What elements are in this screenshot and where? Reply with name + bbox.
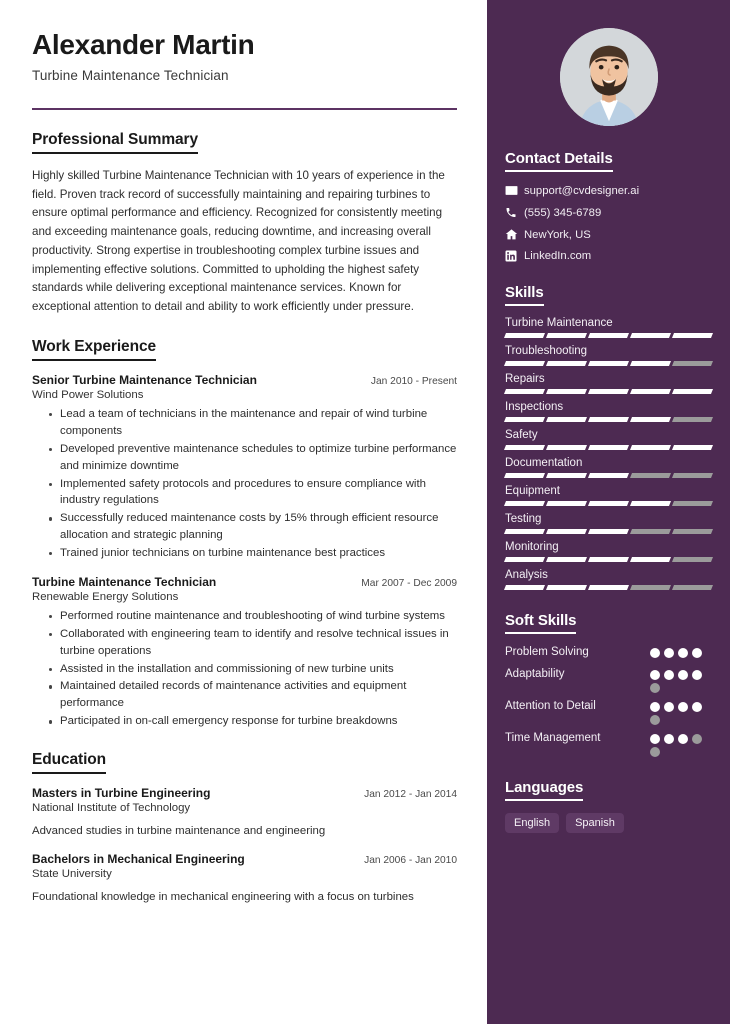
education-school: National Institute of Technology xyxy=(32,802,191,815)
skill-level-bar xyxy=(505,417,712,422)
phone-icon xyxy=(505,206,524,219)
skill-level-bar xyxy=(505,445,712,450)
education-date-range: Jan 2012 - Jan 2014 xyxy=(364,789,457,801)
soft-skill-dots xyxy=(650,731,712,757)
education-header-row xyxy=(32,786,457,800)
skill-label: Repairs xyxy=(505,373,545,385)
skill-bar-segment xyxy=(588,557,629,562)
experience-bullet: Assisted in the installation and commissioning of new turbine units xyxy=(49,661,457,678)
experience-bullet: Lead a team of technicians in the maintenance and repair of wind turbine components xyxy=(49,406,457,440)
experience-header-row xyxy=(32,575,457,589)
contact-list xyxy=(505,184,712,262)
soft-skill-dot xyxy=(650,715,660,725)
skill-bar-segment xyxy=(630,585,671,590)
skill-item xyxy=(505,485,712,506)
experience-date-range: Jan 2010 - Present xyxy=(370,376,457,388)
skill-item xyxy=(505,317,712,338)
skill-label: Documentation xyxy=(505,457,583,469)
skill-bar-segment xyxy=(672,557,713,562)
education-school: State University xyxy=(32,867,112,880)
soft-skill-item xyxy=(505,731,712,757)
section-heading-soft-skills: Soft Skills xyxy=(505,612,576,634)
summary-text: Highly skilled Turbine Maintenance Technician with 10 years of experience in the field. Proven track record of successfully maintaining and repairing turbines to ensure optimal performance and efficiency. Recognized for consistently meeting and exceeding maintenance goals, reducing downtime, and increasing overall productivity. Strong expertise in troubleshooting complex turbine issues and implementing effective solutions. Committed to upholding the highest safety standards while delivering exceptional maintenance services. Known for exceptional attention to detail and ability to work efficiently under pressure. xyxy=(32,168,445,314)
soft-skill-label: Time Management xyxy=(505,731,601,744)
skill-bar-segment xyxy=(588,445,629,450)
section-heading-languages: Languages xyxy=(505,779,583,801)
contact-row[interactable] xyxy=(505,206,712,219)
skill-bar-segment xyxy=(504,529,545,534)
skill-label: Equipment xyxy=(505,485,560,497)
skill-bar-segment xyxy=(672,501,713,506)
skill-level-bar xyxy=(505,501,712,506)
education-date-range: Jan 2006 - Jan 2010 xyxy=(364,854,457,866)
soft-skill-dot xyxy=(678,670,688,680)
skill-item xyxy=(505,569,712,590)
section-soft-skills xyxy=(505,612,712,757)
language-chip: Spanish xyxy=(566,813,624,833)
section-education xyxy=(32,751,457,905)
soft-skills-list xyxy=(505,645,712,757)
skill-bar-segment xyxy=(504,445,545,450)
experience-bullet-list xyxy=(32,608,457,730)
header-divider xyxy=(32,108,457,110)
soft-skill-dot xyxy=(650,670,660,680)
experience-list xyxy=(32,373,457,730)
skill-label: Testing xyxy=(505,513,542,525)
skill-bar-segment xyxy=(672,417,713,422)
skill-bar-segment xyxy=(630,389,671,394)
education-item xyxy=(32,852,457,906)
skill-bar-segment xyxy=(546,361,587,366)
skill-bar-segment xyxy=(588,473,629,478)
skill-item xyxy=(505,345,712,366)
section-heading-education: Education xyxy=(32,751,106,774)
skill-bar-segment xyxy=(588,333,629,338)
skill-bar-segment xyxy=(546,473,587,478)
skill-label: Analysis xyxy=(505,569,548,581)
soft-skill-dot xyxy=(692,702,702,712)
contact-row[interactable] xyxy=(505,228,712,241)
contact-value: NewYork, US xyxy=(524,228,591,241)
soft-skill-dot xyxy=(650,747,660,757)
page-title: Alexander Martin xyxy=(32,29,255,60)
skill-bar-segment xyxy=(672,361,713,366)
soft-skill-dots xyxy=(650,645,712,658)
skill-bar-segment xyxy=(672,585,713,590)
skill-label: Turbine Maintenance xyxy=(505,317,613,329)
skill-bar-segment xyxy=(504,585,545,590)
skill-bar-segment xyxy=(546,417,587,422)
section-languages xyxy=(505,779,712,833)
skill-bar-segment xyxy=(546,445,587,450)
avatar xyxy=(560,28,658,126)
skill-bar-segment xyxy=(546,389,587,394)
skill-bar-segment xyxy=(546,585,587,590)
job-title: Turbine Maintenance Technician xyxy=(32,67,229,83)
skill-bar-segment xyxy=(630,473,671,478)
contact-value: LinkedIn.com xyxy=(524,250,592,262)
skill-bar-segment xyxy=(672,333,713,338)
skill-bar-segment xyxy=(546,333,587,338)
soft-skill-label: Attention to Detail xyxy=(505,699,596,712)
skill-bar-segment xyxy=(588,501,629,506)
skill-bar-segment xyxy=(672,389,713,394)
linkedin-icon xyxy=(505,250,524,262)
experience-bullet: Performed routine maintenance and troubleshooting of wind turbine systems xyxy=(49,608,457,625)
skill-item xyxy=(505,373,712,394)
soft-skill-dot xyxy=(650,734,660,744)
experience-company: Wind Power Solutions xyxy=(32,389,144,402)
experience-bullet: Successfully reduced maintenance costs by 15% through efficient resource allocation and strategic planning xyxy=(49,510,457,544)
skill-bar-segment xyxy=(504,389,545,394)
soft-skill-label: Adaptability xyxy=(505,667,565,680)
section-work-experience xyxy=(32,338,457,730)
avatar-wrapper xyxy=(505,0,712,126)
experience-bullet: Implemented safety protocols and procedures to ensure compliance with industry regulations xyxy=(49,476,457,510)
skill-level-bar xyxy=(505,585,712,590)
skill-level-bar xyxy=(505,361,712,366)
experience-bullet: Maintained detailed records of maintenance activities and equipment performance xyxy=(49,678,457,712)
avatar-photo-icon xyxy=(560,28,658,126)
skill-level-bar xyxy=(505,389,712,394)
skill-bar-segment xyxy=(546,557,587,562)
envelope-icon xyxy=(505,184,524,197)
education-list xyxy=(32,786,457,905)
soft-skill-dot xyxy=(664,702,674,712)
soft-skill-dot xyxy=(664,734,674,744)
skill-item xyxy=(505,401,712,422)
soft-skill-dot xyxy=(650,702,660,712)
section-skills xyxy=(505,284,712,590)
skill-label: Troubleshooting xyxy=(505,345,588,357)
skill-bar-segment xyxy=(672,473,713,478)
skill-label: Safety xyxy=(505,429,538,441)
skill-bar-segment xyxy=(630,501,671,506)
experience-bullet: Trained junior technicians on turbine maintenance best practices xyxy=(49,545,457,562)
experience-header-row xyxy=(32,373,457,387)
soft-skill-dot xyxy=(678,702,688,712)
education-header-row xyxy=(32,852,457,866)
experience-date-range: Mar 2007 - Dec 2009 xyxy=(361,577,457,589)
skill-level-bar xyxy=(505,557,712,562)
soft-skill-dot xyxy=(678,648,688,658)
skill-bar-segment xyxy=(504,361,545,366)
skill-bar-segment xyxy=(588,585,629,590)
soft-skill-item xyxy=(505,645,712,661)
skill-bar-segment xyxy=(588,389,629,394)
contact-row[interactable] xyxy=(505,184,712,197)
section-heading-contact: Contact Details xyxy=(505,150,613,172)
soft-skill-item xyxy=(505,667,712,693)
education-item xyxy=(32,786,457,840)
skill-bar-segment xyxy=(504,473,545,478)
language-chip: English xyxy=(505,813,559,833)
soft-skill-dot xyxy=(650,683,660,693)
skill-level-bar xyxy=(505,473,712,478)
experience-job-title: Turbine Maintenance Technician xyxy=(32,574,217,589)
soft-skill-dot xyxy=(692,734,702,744)
skill-label: Inspections xyxy=(505,401,564,413)
experience-bullet: Participated in on-call emergency response for turbine breakdowns xyxy=(49,713,457,730)
skill-bar-segment xyxy=(672,445,713,450)
sidebar xyxy=(487,0,730,1024)
skill-bar-segment xyxy=(588,529,629,534)
contact-value: support@cvdesigner.ai xyxy=(524,184,640,197)
soft-skill-dot xyxy=(678,734,688,744)
skill-bar-segment xyxy=(630,445,671,450)
section-heading-summary: Professional Summary xyxy=(32,131,198,154)
skills-list xyxy=(505,317,712,590)
experience-item xyxy=(32,575,457,730)
education-description: Foundational knowledge in mechanical engineering with a focus on turbines xyxy=(32,890,414,903)
experience-job-title: Senior Turbine Maintenance Technician xyxy=(32,373,257,388)
soft-skill-item xyxy=(505,699,712,725)
experience-company: Renewable Energy Solutions xyxy=(32,590,179,603)
section-heading-skills: Skills xyxy=(505,284,544,306)
section-professional-summary xyxy=(32,131,457,317)
skill-bar-segment xyxy=(588,361,629,366)
experience-bullet-list xyxy=(32,406,457,562)
experience-item xyxy=(32,373,457,562)
skill-item xyxy=(505,429,712,450)
soft-skill-label: Problem Solving xyxy=(505,646,589,658)
soft-skill-dots xyxy=(650,667,712,693)
experience-bullet: Developed preventive maintenance schedules to optimize turbine performance and minimize downtime xyxy=(49,441,457,475)
soft-skill-dots xyxy=(650,699,712,725)
skill-bar-segment xyxy=(630,333,671,338)
skill-bar-segment xyxy=(546,529,587,534)
skill-item xyxy=(505,541,712,562)
soft-skill-dot xyxy=(692,670,702,680)
home-icon xyxy=(505,228,524,241)
soft-skill-dot xyxy=(664,670,674,680)
soft-skill-dot xyxy=(692,648,702,658)
skill-item xyxy=(505,513,712,534)
skill-label: Monitoring xyxy=(505,541,559,553)
skill-bar-segment xyxy=(630,417,671,422)
soft-skill-dot xyxy=(650,648,660,658)
skill-bar-segment xyxy=(588,417,629,422)
skill-level-bar xyxy=(505,529,712,534)
contact-row[interactable] xyxy=(505,250,712,262)
contact-value: (555) 345-6789 xyxy=(524,206,602,219)
skill-bar-segment xyxy=(630,361,671,366)
experience-bullet: Collaborated with engineering team to identify and resolve technical issues in turbine operations xyxy=(49,626,457,660)
education-description: Advanced studies in turbine maintenance and engineering xyxy=(32,825,326,838)
skill-bar-segment xyxy=(504,557,545,562)
skill-bar-segment xyxy=(504,333,545,338)
education-degree: Masters in Turbine Engineering xyxy=(32,786,211,801)
skill-bar-segment xyxy=(672,529,713,534)
soft-skill-dot xyxy=(664,648,674,658)
skill-level-bar xyxy=(505,333,712,338)
section-contact-details xyxy=(505,150,712,262)
skill-bar-segment xyxy=(504,501,545,506)
education-degree: Bachelors in Mechanical Engineering xyxy=(32,851,245,866)
skill-item xyxy=(505,457,712,478)
languages-list xyxy=(505,813,712,833)
skill-bar-segment xyxy=(630,529,671,534)
skill-bar-segment xyxy=(546,501,587,506)
skill-bar-segment xyxy=(630,557,671,562)
section-heading-experience: Work Experience xyxy=(32,338,156,361)
skill-bar-segment xyxy=(504,417,545,422)
